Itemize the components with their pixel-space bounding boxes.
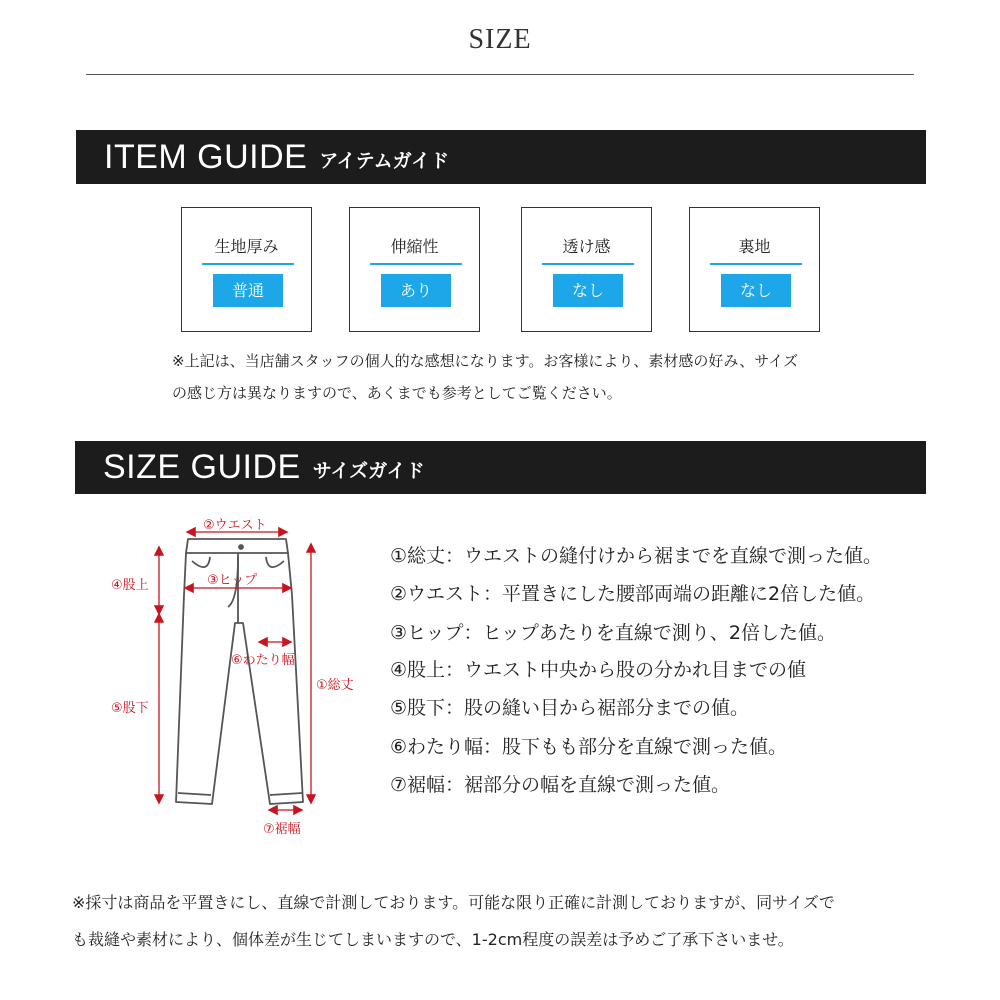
item-card-value: 普通: [213, 274, 283, 307]
size-definition-hem: ⑦裾幅：裾部分の幅を直線で測った値。: [390, 774, 731, 796]
item-card-label: 裏地: [738, 237, 771, 256]
item-card-label: 透け感: [562, 237, 611, 256]
item-card-underline: [710, 263, 802, 265]
title-divider: [86, 74, 914, 75]
label-rise: ④股上: [111, 578, 149, 593]
page-title: SIZE: [468, 24, 532, 55]
pants-measurement-diagram: [100, 505, 380, 840]
size-definition-hip: ③ヒップ：ヒップあたりを直線で測り、2倍した値。: [390, 622, 836, 644]
item-card-underline: [370, 263, 462, 265]
label-total-length: ①総丈: [316, 678, 354, 693]
size-guide-heading-jp: サイズガイド: [312, 460, 425, 482]
size-guide-heading-en: SIZE GUIDE: [103, 448, 301, 486]
label-hip: ③ヒップ: [207, 573, 258, 588]
item-guide-note-line-1: ※上記は、当店舗スタッフの個人的な感想になります。お客様により、素材感の好み、サイズ: [172, 352, 799, 370]
size-definition-waist: ②ウエスト：平置きにした腰部両端の距離に2倍した値。: [390, 583, 876, 605]
item-card-underline: [542, 263, 634, 265]
item-card-value: あり: [381, 274, 451, 307]
item-guide-heading-en: ITEM GUIDE: [104, 137, 308, 176]
footer-note-line-2: も裁縫や素材により、個体差が生じてしまいますので、1-2cm程度の誤差は予めご了承下さいませ。: [72, 930, 794, 949]
label-hem: ⑦裾幅: [263, 822, 301, 837]
item-guide-heading-jp: アイテムガイド: [319, 149, 450, 172]
item-card-lining: [689, 207, 820, 332]
footer-note-line-1: ※採寸は商品を平置きにし、直線で計測しております。可能な限り正確に計測しておりますが、同サイズで: [72, 893, 835, 912]
size-definition-total-length: ①総丈：ウエストの縫付けから裾までを直線で測った値。: [390, 545, 883, 567]
label-waist: ②ウエスト: [203, 518, 267, 533]
item-guide-note-line-2: の感じ方は異なりますので、あくまでも参考としてご覧ください。: [172, 384, 622, 402]
item-card-label: 伸縮性: [390, 237, 439, 256]
size-definition-inseam: ⑤股下：股の縫い目から裾部分までの値。: [390, 697, 750, 719]
label-inseam: ⑤股下: [111, 701, 149, 716]
size-guide-header: [75, 441, 926, 494]
label-thigh: ⑥わたり幅: [231, 653, 295, 668]
item-guide-header: [76, 130, 926, 184]
item-card-value: なし: [553, 274, 623, 307]
item-card-underline: [202, 263, 294, 265]
size-definition-rise: ④股上：ウエスト中央から股の分かれ目までの値: [390, 659, 807, 681]
item-card-stretch: [349, 207, 480, 332]
item-card-label: 生地厚み: [214, 237, 279, 256]
item-card-transparency: [521, 207, 652, 332]
item-card-thickness: [181, 207, 312, 332]
size-definition-thigh: ⑥わたり幅：股下もも部分を直線で測った値。: [390, 736, 788, 758]
item-card-value: なし: [721, 274, 791, 307]
